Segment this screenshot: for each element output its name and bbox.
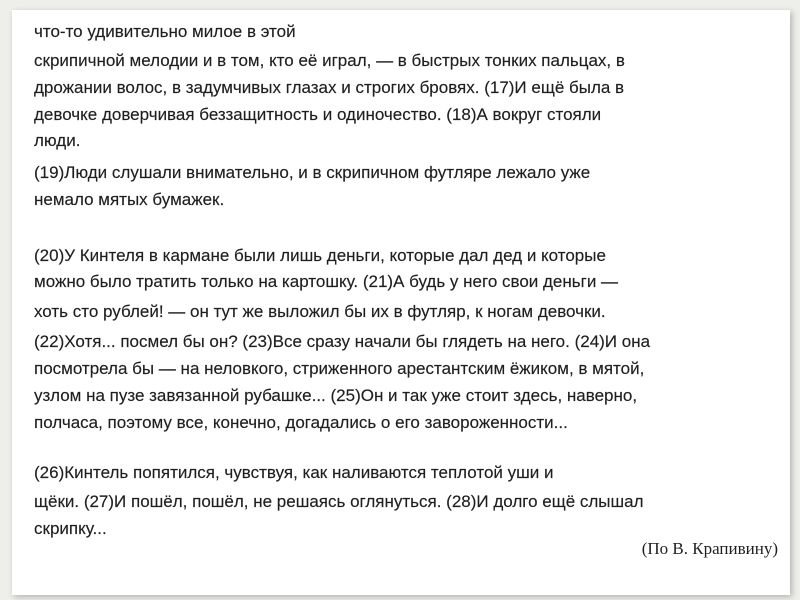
text-line: полчаса, поэтому все, конечно, догадались о его завороженности... xyxy=(34,413,568,432)
document-page xyxy=(12,10,790,595)
text-line: щёки. (27)И пошёл, пошёл, не решаясь оглянуться. (28)И долго ещё слышал xyxy=(34,492,644,511)
text-line: можно было тратить только на картошку. (21)А будь у него свои деньги — xyxy=(34,272,619,291)
text-line: (26)Кинтель попятился, чувствуя, как наливаются теплотой уши и xyxy=(34,463,554,482)
text-line: скрипку... xyxy=(34,519,107,538)
text-line: скрипичной мелодии и в том, кто её играл, — в быстрых тонких пальцах, в xyxy=(34,51,625,70)
text-line: (19)Люди слушали внимательно, и в скрипичном футляре лежало уже xyxy=(34,163,591,182)
text-line: немало мятых бумажек. xyxy=(34,190,225,209)
text-line: узлом на пузе завязанной рубашке... (25)Он и так уже стоит здесь, наверно, xyxy=(34,386,638,405)
text-line: что-то удивительно милое в этой xyxy=(34,22,296,41)
text-line: хоть сто рублей! — он тут же выложил бы их в футляр, к ногам девочки. xyxy=(34,302,606,321)
text-line: (20)У Кинтеля в кармане были лишь деньги, которые дал дед и которые xyxy=(34,246,606,265)
text-line: люди. xyxy=(34,131,81,150)
text-line: (22)Хотя... посмел бы он? (23)Все сразу начали бы глядеть на него. (24)И она xyxy=(34,332,651,351)
author-attribution: (По В. Крапивину) xyxy=(641,539,778,558)
text-line: девочке доверчивая беззащитность и одиночество. (18)А вокруг стояли xyxy=(34,105,602,124)
text-line: посмотрела бы — на неловкого, стриженного арестантским ёжиком, в мятой, xyxy=(34,359,645,378)
text-line: дрожании волос, в задумчивых глазах и строгих бровях. (17)И ещё была в xyxy=(34,78,625,97)
